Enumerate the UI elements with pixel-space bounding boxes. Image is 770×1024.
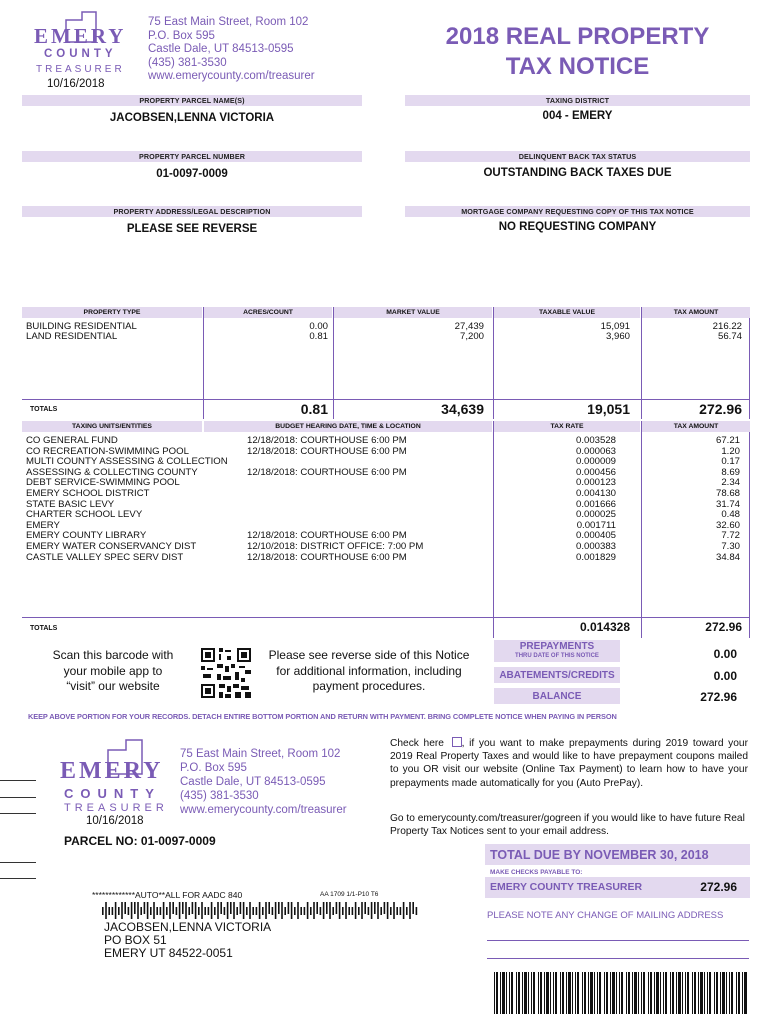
hearing-info: 12/18/2018: COURTHOUSE 6:00 PM <box>247 445 407 457</box>
tax-amount: 34.84 <box>715 551 740 563</box>
logo-treasurer: TREASURER <box>36 64 125 75</box>
total-due-box <box>485 844 750 898</box>
tax-rate: 0.000405 <box>575 530 616 542</box>
mortgage-label: MORTGAGE COMPANY REQUESTING COPY OF THIS TAX NOTICE <box>405 206 750 217</box>
tax-rate: 0.001666 <box>575 498 616 510</box>
address-line: www.emerycounty.com/treasurer <box>148 70 315 83</box>
parcel-name-label: PROPERTY PARCEL NAME(S) <box>22 95 362 106</box>
col-header-budget-hearing: BUDGET HEARING DATE, TIME & LOCATION <box>204 421 492 432</box>
balance-label: BALANCE <box>532 691 582 702</box>
tax-rate: 0.000063 <box>575 445 616 457</box>
taxing-unit: EMERY SCHOOL DISTRICT <box>26 488 150 499</box>
taxing-table <box>22 421 750 638</box>
tax-rate: 0.000009 <box>575 456 616 468</box>
table-cell: 7,200 <box>459 331 484 342</box>
prepay-instructions <box>390 737 748 790</box>
mail-name: JACOBSEN,LENNA VICTORIA <box>104 920 272 934</box>
logo-treasurer: TREASURER <box>64 802 168 814</box>
parcel-number: 01-0097-0009 <box>156 168 228 180</box>
taxing-district: 004 - EMERY <box>542 110 613 122</box>
change-address-line[interactable] <box>487 958 749 959</box>
total-tax-rate: 0.014328 <box>579 620 630 634</box>
tax-amount: 0.48 <box>721 509 740 521</box>
total-tax-amount: 272.96 <box>699 401 742 417</box>
table-row: BUILDING RESIDENTIAL <box>26 321 137 332</box>
taxing-unit: EMERY COUNTY LIBRARY <box>26 530 147 542</box>
col-header-tax-rate: TAX RATE <box>494 421 640 432</box>
tax-amount: 67.21 <box>715 435 740 446</box>
address-line: www.emerycounty.com/treasurer <box>180 804 347 816</box>
abatements-value: 0.00 <box>713 669 737 683</box>
tax-rate: 0.000383 <box>575 541 616 552</box>
taxing-totals-label: TOTALS <box>30 625 58 632</box>
summary-box <box>494 640 750 706</box>
table-cell: 0.81 <box>309 331 328 342</box>
hearing-info: 12/10/2018: DISTRICT OFFICE: 7:00 PM <box>247 541 424 552</box>
property-totals-label: TOTALS <box>30 406 58 413</box>
stub-county-address <box>180 747 347 817</box>
stub-date: 10/16/2018 <box>86 815 144 827</box>
notice-title <box>405 22 750 82</box>
table-cell: 56.74 <box>717 331 742 342</box>
table-cell: 15,091 <box>600 321 630 332</box>
header-date: 10/16/2018 <box>47 78 105 90</box>
total-due-label: TOTAL DUE BY NOVEMBER 30, 2018 <box>490 848 709 862</box>
tax-rate: 0.001711 <box>576 519 616 531</box>
address-line: 75 East Main Street, Room 102 <box>180 748 341 760</box>
title-line-2: TAX NOTICE <box>505 53 650 80</box>
tax-rate: 0.000123 <box>575 477 616 489</box>
taxing-unit: DEBT SERVICE-SWIMMING POOL <box>26 477 180 489</box>
mailing-address <box>104 921 271 960</box>
detach-notice: KEEP ABOVE PORTION FOR YOUR RECORDS. DETACH ENTIRE BOTTOM PORTION AND RETURN WITH PAYMENT. BRING COMPLETE NOTICE WHEN PAYING IN PERSON <box>28 712 617 721</box>
tax-amount: 8.69 <box>721 466 740 478</box>
reverse-text-line: payment procedures. <box>312 679 426 693</box>
property-address-label: PROPERTY ADDRESS/LEGAL DESCRIPTION <box>22 206 362 217</box>
taxing-unit: CO RECREATION-SWIMMING POOL <box>26 445 189 457</box>
col-header-taxable-value: TAXABLE VALUE <box>494 307 640 318</box>
auto-code: AA 1709 1/1-P10 T6 <box>320 891 379 898</box>
address-line: (435) 381-3530 <box>148 56 227 69</box>
total-market-value: 34,639 <box>441 401 484 417</box>
prepay-checkbox[interactable] <box>452 737 462 747</box>
address-line: P.O. Box 595 <box>180 762 247 774</box>
gogreen-text: Go to emerycounty.com/treasurer/gogreen if you would like to have future Real Property Tax Notices sent to your email address. <box>390 813 745 838</box>
barcode-instructions <box>28 648 198 695</box>
tax-rate: 0.003528 <box>575 435 616 446</box>
property-address: PLEASE SEE REVERSE <box>126 223 258 235</box>
prepayments-value: 0.00 <box>713 647 737 661</box>
col-header-property-type: PROPERTY TYPE <box>22 307 202 318</box>
table-cell: 0.00 <box>309 321 328 332</box>
logo-emery: EMERY <box>34 24 127 48</box>
auto-line: *************AUTO**ALL FOR AADC 840 <box>92 890 243 900</box>
address-line: P.O. Box 595 <box>148 29 215 42</box>
postal-barcode-icon <box>102 902 420 920</box>
hearing-info: 12/18/2018: COURTHOUSE 6:00 PM <box>247 435 407 446</box>
taxing-district-label: TAXING DISTRICT <box>405 95 750 106</box>
taxing-unit: CO GENERAL FUND <box>26 435 118 446</box>
hearing-info: 12/18/2018: COURTHOUSE 6:00 PM <box>247 466 407 478</box>
payable-to: EMERY COUNTY TREASURER <box>490 881 643 893</box>
tax-amount: 78.68 <box>715 488 740 499</box>
balance-value: 272.96 <box>700 690 737 704</box>
stub-parcel-number: PARCEL NO: 01-0097-0009 <box>64 834 216 848</box>
taxing-unit: STATE BASIC LEVY <box>26 498 115 510</box>
tax-amount: 2.34 <box>721 477 740 489</box>
col-header-acres: ACRES/COUNT <box>204 307 332 318</box>
col-header-market-value: MARKET VALUE <box>334 307 492 318</box>
table-cell: 27,439 <box>454 321 484 332</box>
taxing-unit: CHARTER SCHOOL LEVY <box>26 509 143 521</box>
address-line: (435) 381-3530 <box>180 790 259 802</box>
col-header-tax-amount-2: TAX AMOUNT <box>642 421 750 432</box>
prepay-text: , if you want to make prepayments during 2019 toward your 2019 Real Property Taxes and would like to have prepayment coupons mailed to you OR visit our website (Online Tax Payment) to learn how to have your prepayments made automatically for you (Auto PrePay). <box>390 738 748 789</box>
payable-to-label: MAKE CHECKS PAYABLE TO: <box>490 869 583 876</box>
mail-addr2: EMERY UT 84522-0051 <box>104 946 233 960</box>
taxing-unit: ASSESSING & COLLECTING COUNTY <box>26 466 198 478</box>
taxing-unit: EMERY WATER CONSERVANCY DIST <box>26 541 197 552</box>
tax-rate: 0.004130 <box>575 488 616 499</box>
tax-amount: 7.30 <box>721 541 740 552</box>
reverse-side-notice <box>258 648 480 695</box>
address-line: Castle Dale, UT 84513-0595 <box>148 43 294 56</box>
tax-amount: 1.20 <box>721 445 740 457</box>
change-address-label: PLEASE NOTE ANY CHANGE OF MAILING ADDRESS <box>487 910 724 921</box>
stub-logo <box>58 738 173 818</box>
total-tax-amount-2: 272.96 <box>705 620 742 634</box>
tax-amount: 7.72 <box>721 530 740 542</box>
col-header-taxing-units: TAXING UNITS/ENTITIES <box>22 421 202 432</box>
property-table <box>22 307 750 419</box>
taxing-unit: EMERY <box>26 519 60 531</box>
county-logo <box>22 10 132 76</box>
address-line: 75 East Main Street, Room 102 <box>148 16 309 28</box>
qr-code-icon[interactable] <box>201 648 251 698</box>
reverse-text-line: Please see reverse side of this Notice <box>268 648 470 662</box>
tax-rate: 0.001829 <box>575 551 616 563</box>
parcel-name: JACOBSEN,LENNA VICTORIA <box>109 112 275 124</box>
taxing-unit: CASTLE VALLEY SPEC SERV DIST <box>26 551 184 563</box>
tax-amount: 0.17 <box>721 456 740 468</box>
total-acres: 0.81 <box>300 401 328 417</box>
reverse-text-line: for additional information, including <box>276 663 462 678</box>
delinquent-status: OUTSTANDING BACK TAXES DUE <box>483 167 672 179</box>
col-header-tax-amount: TAX AMOUNT <box>642 307 750 318</box>
scan-barcode-icon <box>494 972 750 1014</box>
prepayments-sublabel: THRU DATE OF THIS NOTICE <box>515 653 599 659</box>
mail-addr1: PO BOX 51 <box>104 933 167 947</box>
taxing-unit: MULTI COUNTY ASSESSING & COLLECTION <box>26 456 228 468</box>
tax-amount: 32.60 <box>715 519 740 531</box>
title-line-1: 2018 REAL PROPERTY <box>445 23 710 50</box>
prepay-check-text: Check here <box>390 738 444 749</box>
logo-emery: EMERY <box>60 758 164 784</box>
change-address-line[interactable] <box>487 940 749 941</box>
logo-county: COUNTY <box>64 786 161 801</box>
tax-amount: 31.74 <box>715 498 740 510</box>
total-due-amount: 272.96 <box>700 880 737 894</box>
mortgage-company: NO REQUESTING COMPANY <box>498 221 657 233</box>
table-cell: 3,960 <box>605 331 630 342</box>
tax-rate: 0.000025 <box>575 509 616 521</box>
hearing-info: 12/18/2018: COURTHOUSE 6:00 PM <box>247 530 407 542</box>
table-cell: 216.22 <box>712 321 742 332</box>
table-row: LAND RESIDENTIAL <box>26 331 118 342</box>
barcode-text-line: “visit” our website <box>66 679 160 693</box>
barcode-text-line: your mobile app to <box>63 663 163 678</box>
prepayments-label: PREPAYMENTS <box>519 641 595 652</box>
parcel-number-label: PROPERTY PARCEL NUMBER <box>22 151 362 162</box>
abatements-label: ABATEMENTS/CREDITS <box>499 670 615 681</box>
hearing-info: 12/18/2018: COURTHOUSE 6:00 PM <box>247 551 407 563</box>
delinquent-label: DELINQUENT BACK TAX STATUS <box>405 151 750 162</box>
total-taxable-value: 19,051 <box>587 401 630 417</box>
barcode-text-line: Scan this barcode with <box>52 648 174 662</box>
tax-rate: 0.000456 <box>575 466 616 478</box>
logo-county: COUNTY <box>44 48 117 60</box>
county-address <box>148 16 315 84</box>
address-line: Castle Dale, UT 84513-0595 <box>180 776 326 788</box>
